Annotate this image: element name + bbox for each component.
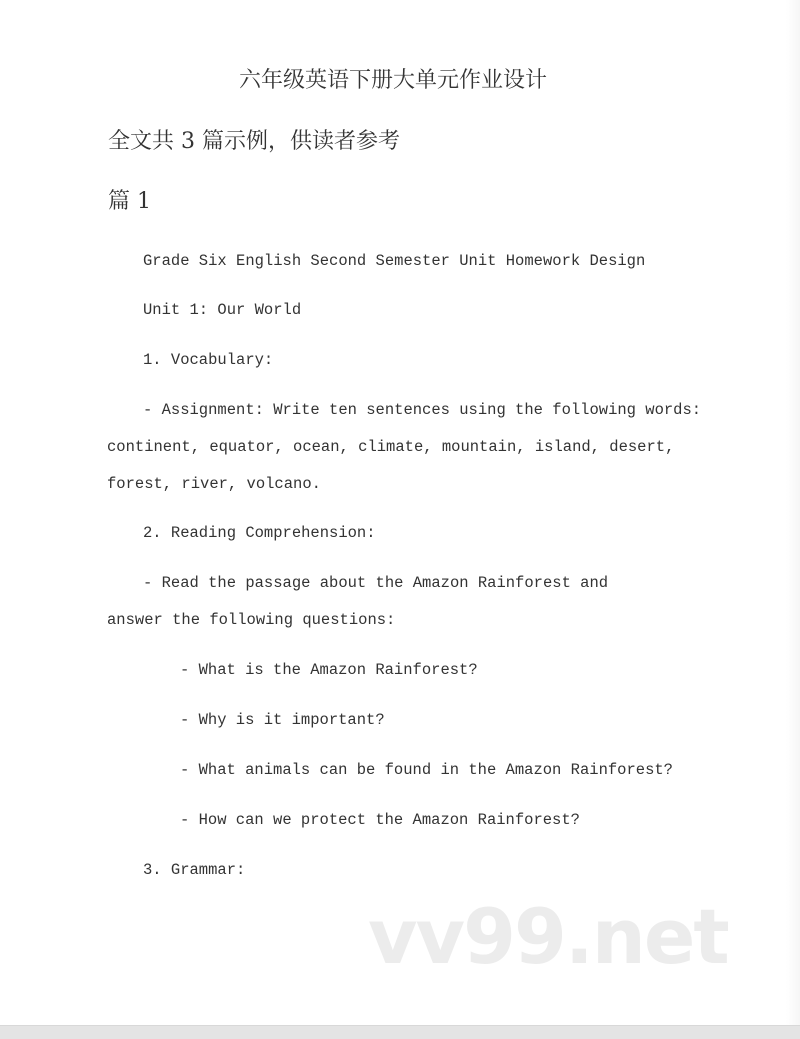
- question-item: - Why is it important?: [180, 711, 385, 729]
- page-bottom-border: [0, 1025, 800, 1039]
- section-reading: 2. Reading Comprehension:: [143, 524, 376, 542]
- paragraph-line: forest, river, volcano.: [107, 475, 321, 493]
- question-item: - What animals can be found in the Amazon Rainforest?: [180, 761, 673, 779]
- question-item: - What is the Amazon Rainforest?: [180, 661, 478, 679]
- document-subtitle: 全文共 3 篇示例，供读者参考: [108, 129, 400, 154]
- paragraph-line: continent, equator, ocean, climate, mountain, island, desert,: [107, 438, 675, 456]
- unit-line: Unit 1: Our World: [143, 301, 302, 319]
- section-heading: 篇 1: [108, 189, 151, 214]
- section-vocabulary: 1. Vocabulary:: [143, 351, 274, 369]
- section-grammar: 3. Grammar:: [143, 861, 246, 879]
- page-edge-shadow: [786, 0, 800, 1025]
- paragraph-line: - Read the passage about the Amazon Rainforest and: [143, 574, 609, 592]
- heading-line: Grade Six English Second Semester Unit Homework Design: [143, 252, 646, 270]
- watermark: vv99.net: [368, 892, 728, 981]
- paragraph-line: - Assignment: Write ten sentences using the following words:: [143, 401, 702, 419]
- document-title: 六年级英语下册大单元作业设计: [238, 68, 547, 93]
- paragraph-line: answer the following questions:: [107, 611, 396, 629]
- question-item: - How can we protect the Amazon Rainforest?: [180, 811, 580, 829]
